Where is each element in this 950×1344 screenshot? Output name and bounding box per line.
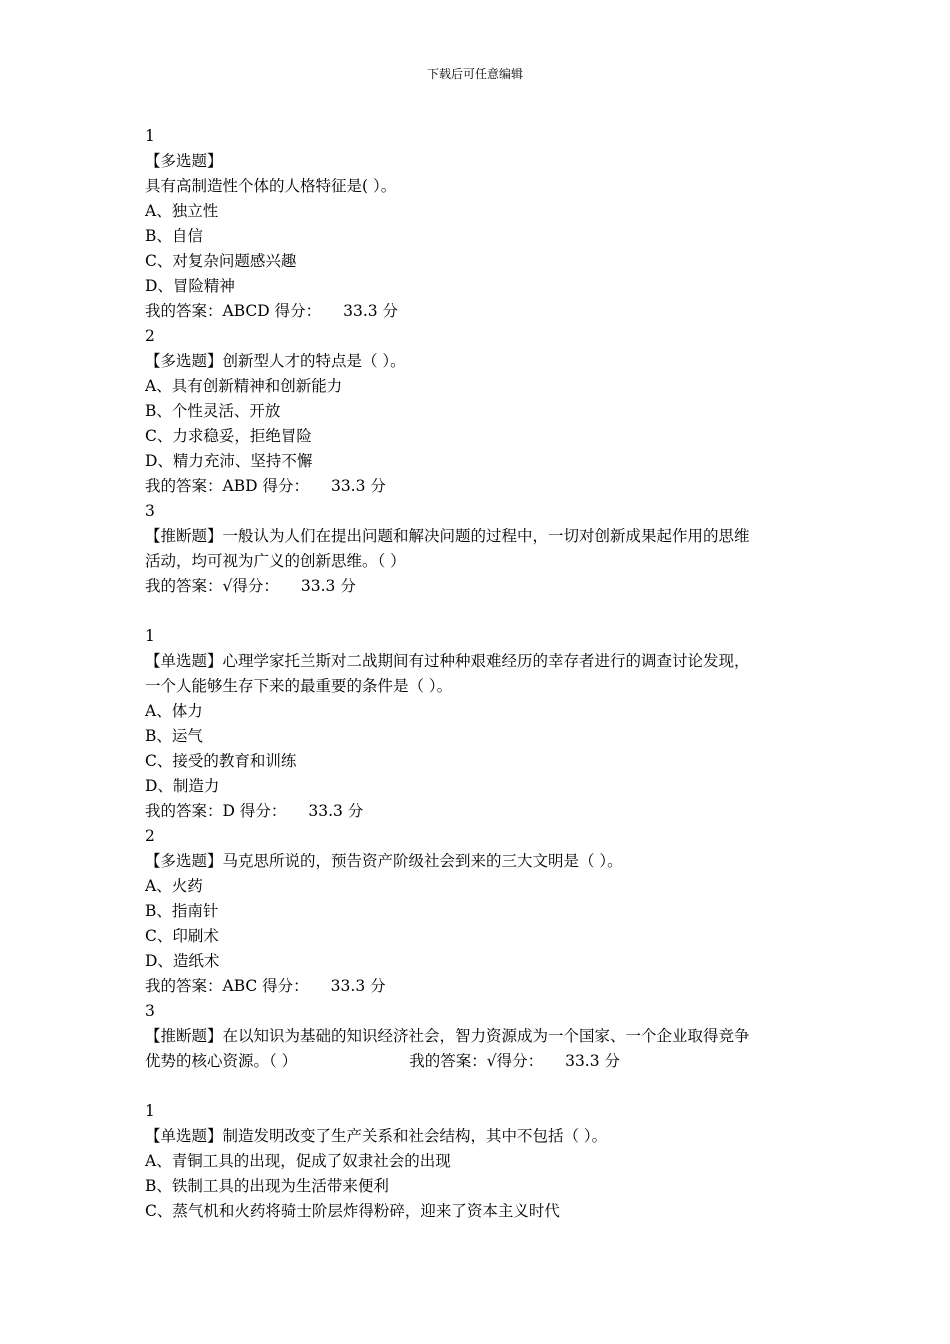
question-number: 1 — [145, 627, 155, 645]
question-number: 2 — [145, 827, 155, 845]
option-a: A、青铜工具的出现，促成了奴隶社会的出现 — [145, 1152, 451, 1170]
question-number: 1 — [145, 127, 155, 145]
option-b: B、指南针 — [145, 902, 219, 920]
question-type: 【多选题】 — [145, 152, 223, 170]
question-number: 1 — [145, 1102, 155, 1120]
answer-text: 我的答案：√得分： — [145, 577, 279, 595]
question-stem-line-1: 【单选题】心理学家托兰斯对二战期间有过种种艰难经历的幸存者进行的调查讨论发现， — [145, 652, 750, 670]
section-summary — [145, 1074, 815, 1099]
option-d: D、精力充沛、坚持不懈 — [145, 452, 313, 470]
option-a: A、独立性 — [145, 202, 219, 220]
option-b: B、运气 — [145, 727, 203, 745]
option-c: C、接受的教育和训练 — [145, 752, 297, 770]
question-stem: 【多选题】创新型人才的特点是（ ）。 — [145, 352, 406, 370]
answer-score: 33.3 分 — [300, 577, 356, 595]
question-stem-with-answer — [145, 1049, 815, 1074]
question-stem-line-2: 活动，均可视为广义的创新思维。（ ） — [145, 552, 406, 570]
question-stem-line-2: 优势的核心资源。（ ） — [145, 1052, 298, 1070]
answer-text: 我的答案：ABD 得分： — [145, 477, 309, 495]
answer-text: 我的答案：√得分： — [409, 1052, 544, 1070]
page-header: 下载后可任意编辑 — [426, 67, 523, 81]
option-d: D、制造力 — [145, 777, 220, 795]
question-stem: 具有高制造性个体的人格特征是( ）。 — [145, 177, 397, 195]
option-b: B、自信 — [145, 227, 203, 245]
answer-line — [145, 299, 815, 324]
question-stem-line-2: 一个人能够生存下来的最重要的条件是（ ）。 — [145, 677, 453, 695]
answer-text: 我的答案：ABCD 得分： — [145, 302, 322, 320]
answer-score: 33.3 分 — [330, 977, 386, 995]
question-stem-line-1: 【推断题】一般认为人们在提出问题和解决问题的过程中，一切对创新成果起作用的思维 — [145, 527, 750, 545]
question-number: 3 — [145, 1002, 155, 1020]
answer-score: 33.3 分 — [565, 1052, 621, 1070]
option-d: D、冒险精神 — [145, 277, 235, 295]
answer-line — [145, 474, 815, 499]
answer-score: 33.3 分 — [330, 477, 386, 495]
document-body — [145, 124, 815, 1224]
answer-score: 33.3 分 — [308, 802, 364, 820]
option-b: B、铁制工具的出现为生活带来便利 — [145, 1177, 389, 1195]
option-c: C、印刷术 — [145, 927, 219, 945]
question-stem: 【多选题】马克思所说的，预告资产阶级社会到来的三大文明是（ ）。 — [145, 852, 623, 870]
answer-line — [145, 574, 815, 599]
option-c: C、对复杂问题感兴趣 — [145, 252, 297, 270]
question-number: 3 — [145, 502, 155, 520]
answer-text: 我的答案：ABC 得分： — [145, 977, 309, 995]
option-a: A、体力 — [145, 702, 203, 720]
question-stem: 【单选题】制造发明改变了生产关系和社会结构，其中不包括（ ）。 — [145, 1127, 608, 1145]
answer-score: 33.3 分 — [343, 302, 399, 320]
option-a: A、具有创新精神和创新能力 — [145, 377, 343, 395]
answer-line — [145, 799, 815, 824]
section-summary — [145, 599, 815, 624]
option-a: A、火药 — [145, 877, 203, 895]
option-d: D、造纸术 — [145, 952, 220, 970]
option-c: C、力求稳妥，拒绝冒险 — [145, 427, 312, 445]
answer-line — [145, 974, 815, 999]
answer-text: 我的答案：D 得分： — [145, 802, 287, 820]
option-b: B、个性灵活、开放 — [145, 402, 281, 420]
question-number: 2 — [145, 327, 155, 345]
question-stem-line-1: 【推断题】在以知识为基础的知识经济社会，智力资源成为一个国家、一个企业取得竞争 — [145, 1027, 750, 1045]
option-c: C、蒸气机和火药将骑士阶层炸得粉碎，迎来了资本主义时代 — [145, 1202, 560, 1220]
